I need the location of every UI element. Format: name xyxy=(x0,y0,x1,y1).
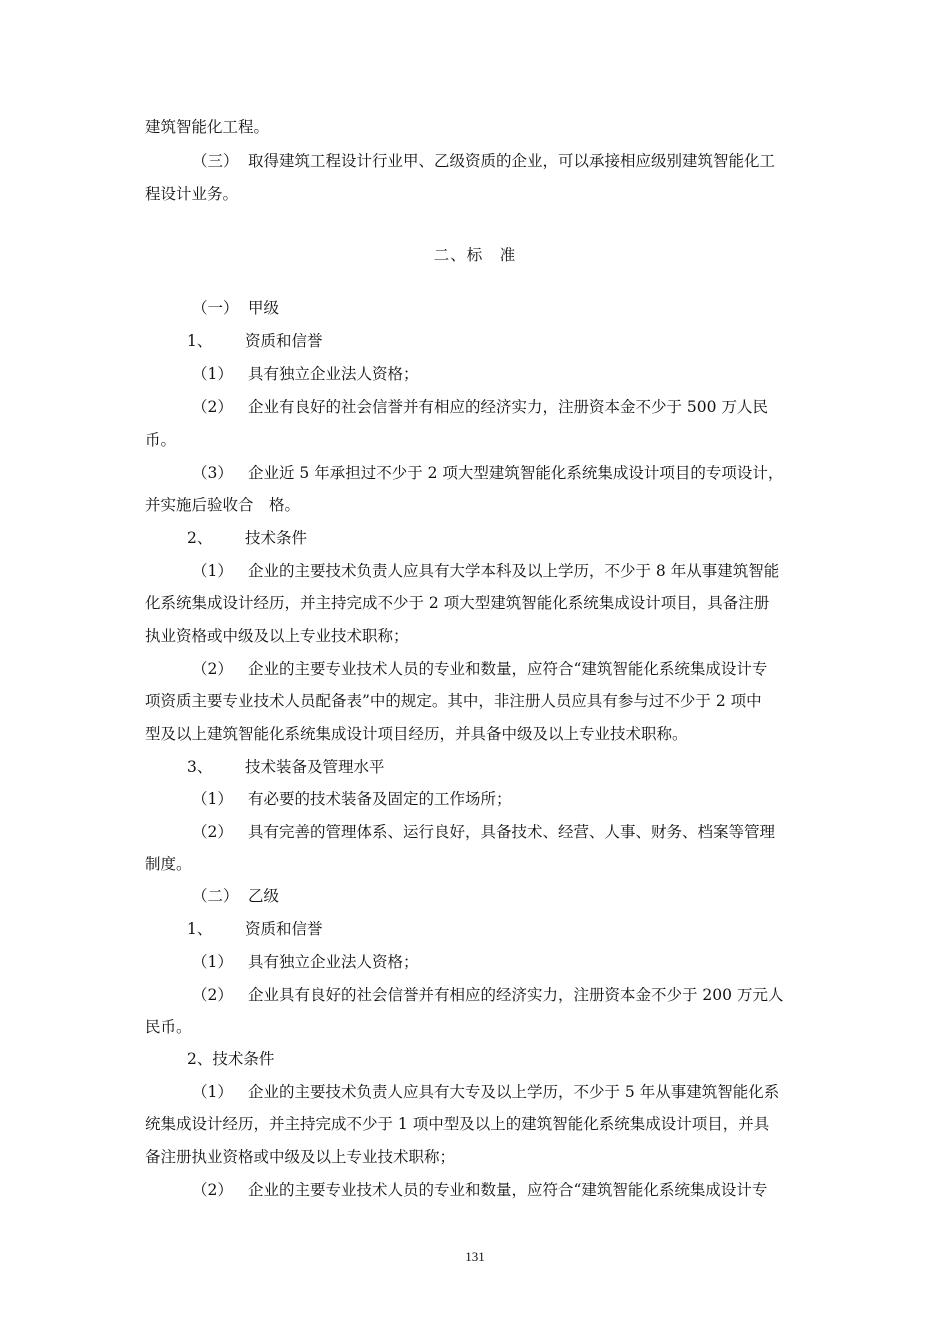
item-label: （1） xyxy=(192,953,233,971)
item-text: 取得建筑工程设计行业甲、乙级资质的企业，可以承接相应级别建筑智能化工 xyxy=(248,152,776,170)
paragraph-line: 并实施后验收合 格。 xyxy=(145,496,301,514)
item-text: 具有独立企业法人资格； xyxy=(248,953,419,971)
paragraph-line xyxy=(187,330,323,352)
paragraph-line xyxy=(192,885,279,907)
paragraph-line: 化系统集成设计经历，并主持完成不少于 2 项大型建筑智能化系统集成设计项目，具备注册 xyxy=(145,594,770,612)
item-text: 具有独立企业法人资格； xyxy=(248,365,419,383)
item-text: 技术条件 xyxy=(245,529,308,547)
paragraph-line xyxy=(192,462,783,484)
item-label: （1） xyxy=(192,365,233,383)
paragraph-line xyxy=(192,658,767,680)
paragraph-line xyxy=(192,984,783,1006)
item-text: 企业近 5 年承担过不少于 2 项大型建筑智能化系统集成设计项目的专项设计， xyxy=(248,464,784,482)
paragraph-line xyxy=(192,951,419,973)
paragraph-line xyxy=(192,788,512,810)
item-label: （2） xyxy=(192,986,233,1004)
paragraph-line: 型及以上建筑智能化系统集成设计项目经历，并具备中级及以上专业技术职称。 xyxy=(145,725,688,743)
item-label: （2） xyxy=(192,823,233,841)
item-text: 企业有良好的社会信誉并有相应的经济实力，注册资本金不少于 500 万人民 xyxy=(248,398,768,416)
item-text: 具有完善的管理体系、运行良好，具备技术、经营、人事、财务、档案等管理 xyxy=(248,823,776,841)
paragraph-line: 统集成设计经历，并主持完成不少于 1 项中型及以上的建筑智能化系统集成设计项目，并具 xyxy=(145,1115,770,1133)
item-text: 企业具有良好的社会信誉并有相应的经济实力，注册资本金不少于 200 万元人 xyxy=(248,986,784,1004)
paragraph-line: 2、技术条件 xyxy=(187,1050,275,1068)
paragraph-line xyxy=(187,756,385,778)
item-label: （1） xyxy=(192,562,233,580)
paragraph-line xyxy=(192,1179,767,1201)
item-text: 资质和信誉 xyxy=(245,332,323,350)
section-heading: 二、标 准 xyxy=(433,246,517,264)
item-label: （2） xyxy=(192,660,233,678)
paragraph-line xyxy=(192,396,768,418)
item-text: 有必要的技术装备及固定的工作场所； xyxy=(248,790,512,808)
paragraph-line: 民币。 xyxy=(145,1018,192,1036)
item-label: （1） xyxy=(192,1083,233,1101)
item-label: 1、 xyxy=(187,920,213,938)
paragraph-line: 执业资格或中级及以上专业技术职称； xyxy=(145,627,409,645)
item-text: 技术装备及管理水平 xyxy=(245,758,385,776)
item-label: （三） xyxy=(192,152,239,170)
paragraph-line: 制度。 xyxy=(145,855,192,873)
paragraph-line xyxy=(187,527,307,549)
paragraph-line: 币。 xyxy=(145,431,177,449)
item-label: 1、 xyxy=(187,332,213,350)
item-text: 甲级 xyxy=(248,299,280,317)
item-label: 3、 xyxy=(187,758,213,776)
item-label: 2、 xyxy=(187,529,213,547)
paragraph-line xyxy=(192,821,775,843)
item-label: （3） xyxy=(192,464,233,482)
item-text: 资质和信誉 xyxy=(245,920,323,938)
item-text: 企业的主要技术负责人应具有大学本科及以上学历，不少于 8 年从事建筑智能 xyxy=(248,562,780,580)
item-label: （1） xyxy=(192,790,233,808)
paragraph-line xyxy=(192,297,279,319)
paragraph-line xyxy=(192,560,779,582)
paragraph-line xyxy=(187,918,323,940)
page-number: 131 xyxy=(465,1249,485,1264)
paragraph-line: 建筑智能化工程。 xyxy=(145,118,270,136)
paragraph-line: 项资质主要专业技术人员配备表”中的规定。其中，非注册人员应具有参与过不少于 2 项中 xyxy=(145,692,762,710)
item-text: 企业的主要技术负责人应具有大专及以上学历，不少于 5 年从事建筑智能化系 xyxy=(248,1083,780,1101)
paragraph-line: 备注册执业资格或中级及以上专业技术职称； xyxy=(145,1148,456,1166)
item-text: 乙级 xyxy=(248,887,280,905)
item-text: 企业的主要专业技术人员的专业和数量，应符合“建筑智能化系统集成设计专 xyxy=(248,660,768,678)
item-label: （2） xyxy=(192,398,233,416)
item-text: 企业的主要专业技术人员的专业和数量，应符合“建筑智能化系统集成设计专 xyxy=(248,1181,768,1199)
paragraph-line xyxy=(192,363,419,385)
paragraph-line xyxy=(192,1081,779,1103)
paragraph-line xyxy=(192,150,775,172)
paragraph-line: 程设计业务。 xyxy=(145,185,239,203)
item-label: （2） xyxy=(192,1181,233,1199)
item-label: （一） xyxy=(192,299,239,317)
item-label: （二） xyxy=(192,887,239,905)
